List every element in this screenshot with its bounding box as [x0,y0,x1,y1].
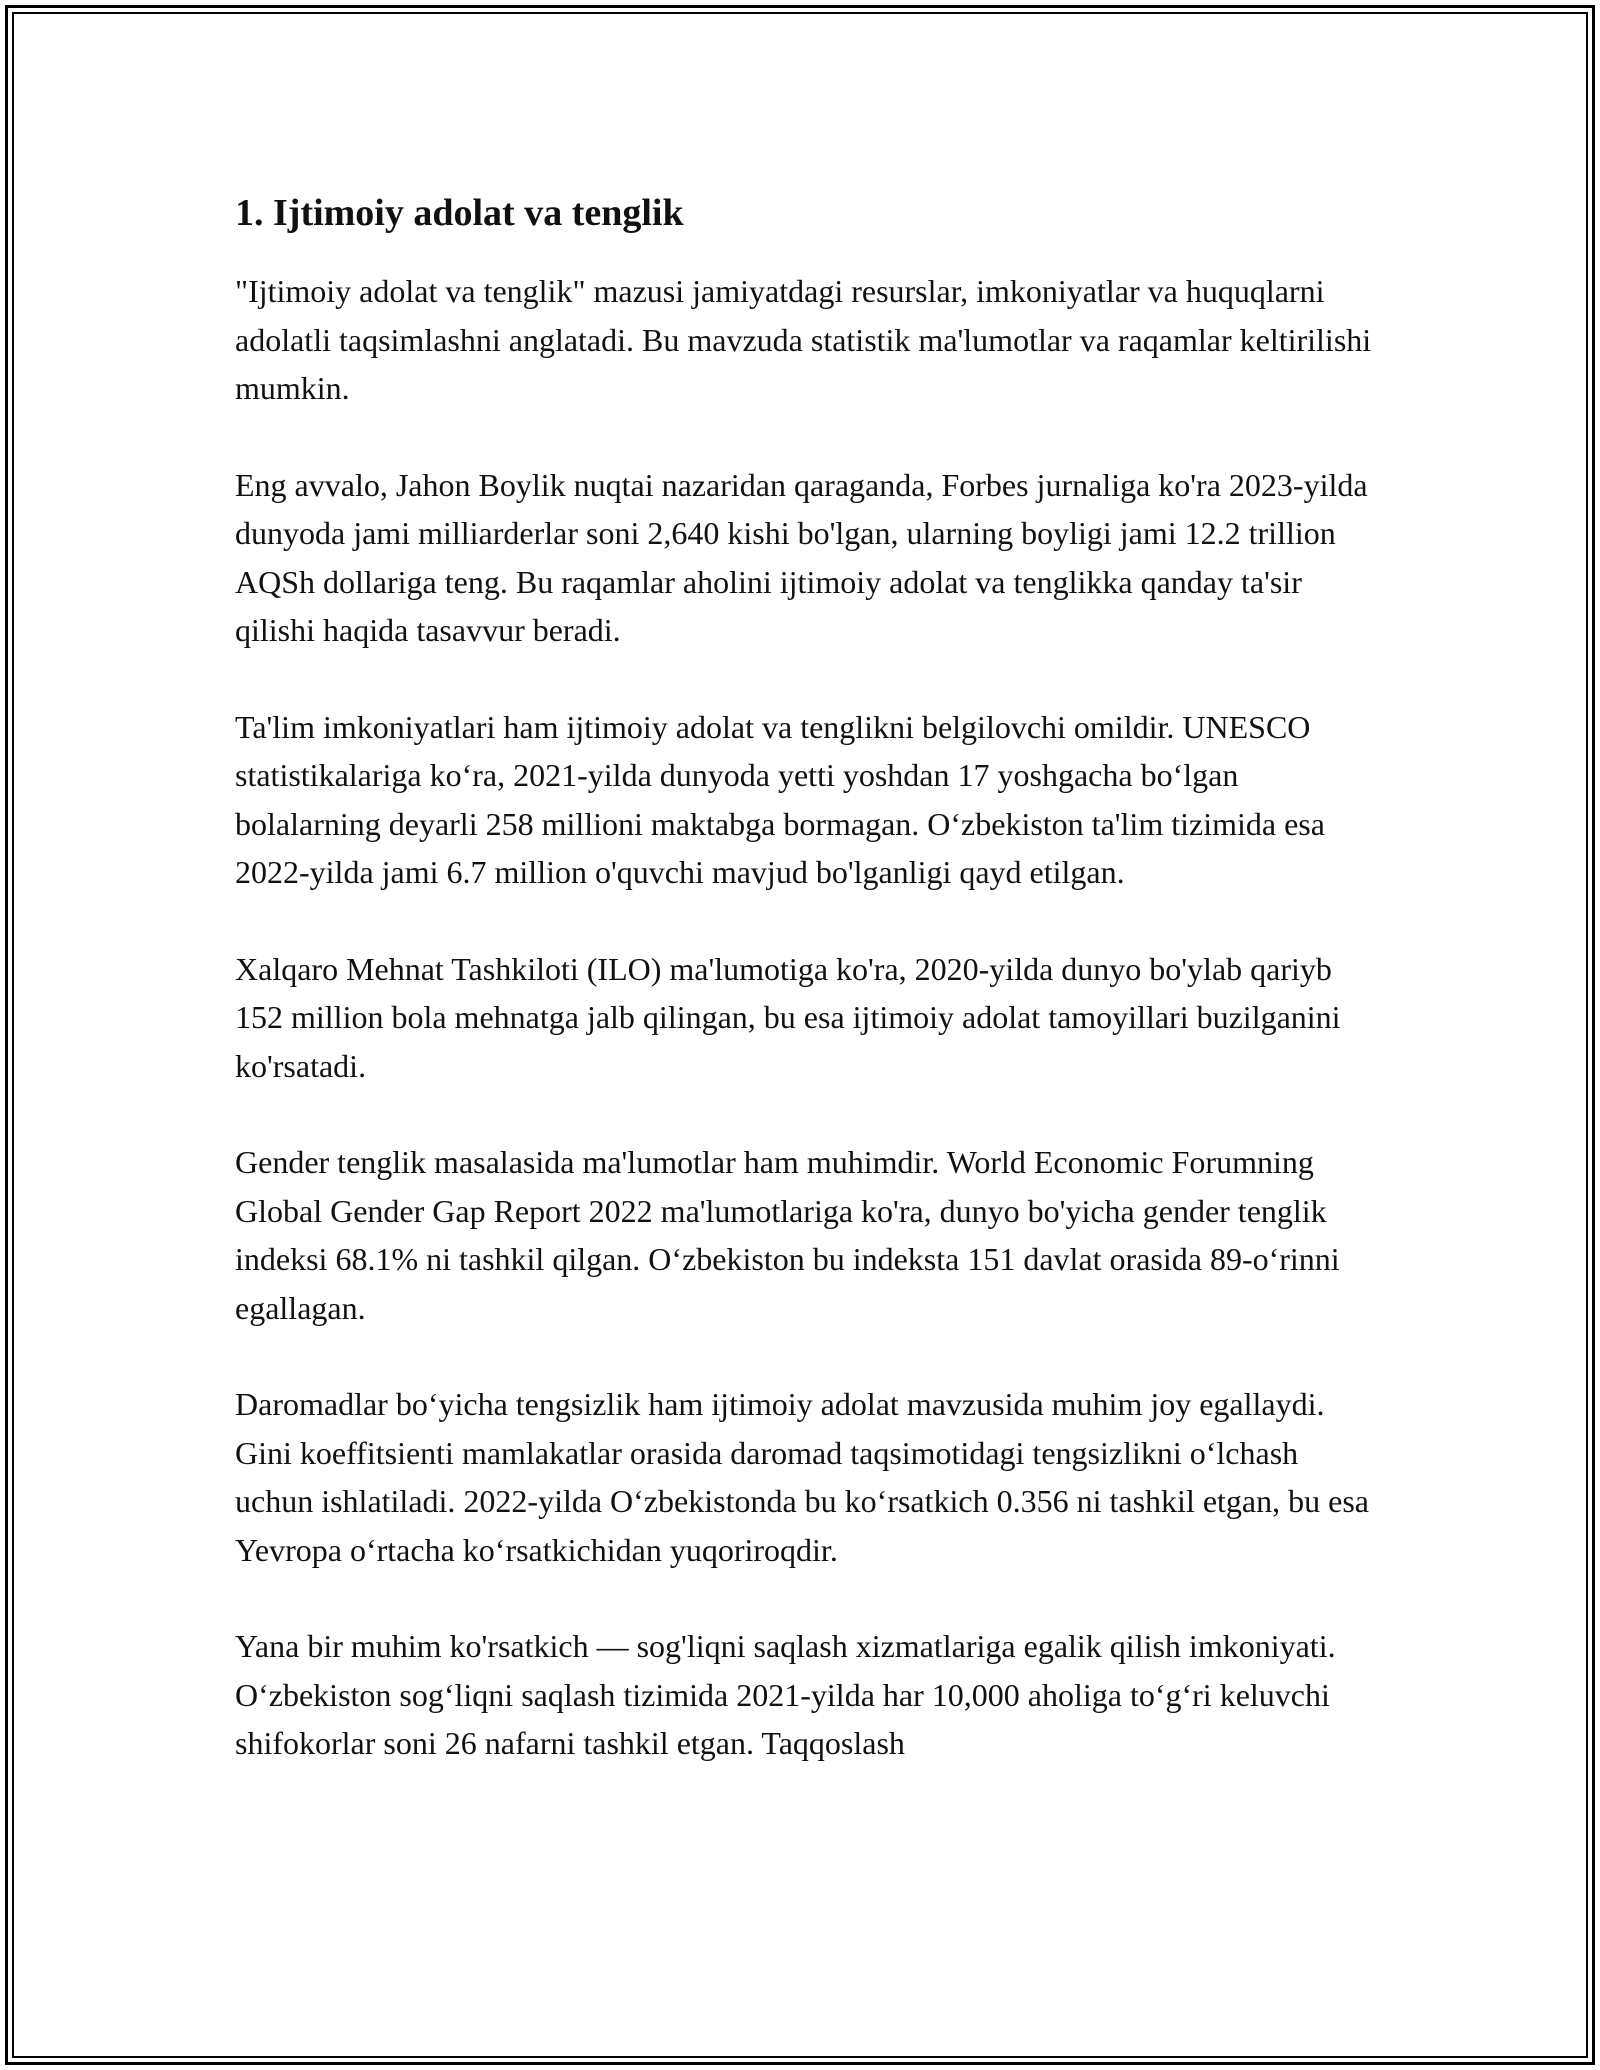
paragraph-intro: "Ijtimoiy adolat va tenglik" mazusi jamiyatdagi resurslar, imkoniyatlar va huquqlarni adolatli taqsimlashni anglatadi. Bu mavzuda statistik ma'lumotlar va raqamlar keltirilishi mumkin. [235,273,1372,406]
paragraph-education: Ta'lim imkoniyatlari ham ijtimoiy adolat va tenglikni belgilovchi omildir. UNESCO statistikalariga ko‘ra, 2021-yilda dunyoda yetti yoshdan 17 yoshgacha bo‘lgan bolalarning deyarli 258 millioni maktabga bormagan. O‘zbekiston ta'lim tizimida esa 2022-yilda jami 6.7 million o'quvchi mavjud bo'lganligi qayd etilgan. [235,708,1325,890]
paragraph-child-labor: Xalqaro Mehnat Tashkiloti (ILO) ma'lumotiga ko'ra, 2020-yilda dunyo bo'ylab qariyb 152 million bola mehnatga jalb qilingan, bu esa ijtimoiy adolat tamoyillari buzilganini ko'rsatadi. [235,950,1341,1084]
section-heading: 1. Ijtimoiy adolat va tenglik [235,192,684,234]
document-body [235,185,1375,1816]
paragraph-income: Daromadlar bo‘yicha tengsizlik ham ijtimoiy adolat mavzusida muhim joy egallaydi. Gini koeffitsienti mamlakatlar orasida daromad taqsimotidagi tengsizlikni o‘lchash uchun ishlatiladi. 2022-yilda O‘zbekistonda bu ko‘rsatkich 0.356 ni tashkil etgan, bu esa Yevropa o‘rtacha ko‘rsatkichidan yuqoriroqdir. [235,1386,1369,1568]
paragraph-health: Yana bir muhim ko'rsatkich — sog'liqni saqlash xizmatlariga egalik qilish imkoniyati. O‘zbekiston sog‘liqni saqlash tizimida 2021-yilda har 10,000 aholiga to‘g‘ri keluvchi shifokorlar soni 26 nafarni tashkil etgan. Taqqoslash [235,1628,1336,1761]
paragraph-gender: Gender tenglik masalasida ma'lumotlar ham muhimdir. World Economic Forumning Global Gender Gap Report 2022 ma'lumotlariga ko'ra, dunyo bo'yicha gender tenglik indeksi 68.1% ni tashkil qilgan. O‘zbekiston bu indeksta 151 davlat orasida 89-o‘rinni egallagan. [235,1144,1340,1326]
paragraph-wealth: Eng avvalo, Jahon Boylik nuqtai nazaridan qaraganda, Forbes jurnaliga ko'ra 2023-yilda dunyoda jami milliarderlar soni 2,640 kishi bo'lgan, ularning boyligi jami 12.2 trillion AQSh dollariga teng. Bu raqamlar aholini ijtimoiy adolat va tenglikka qanday ta'sir qilishi haqida tasavvur beradi. [235,466,1368,648]
